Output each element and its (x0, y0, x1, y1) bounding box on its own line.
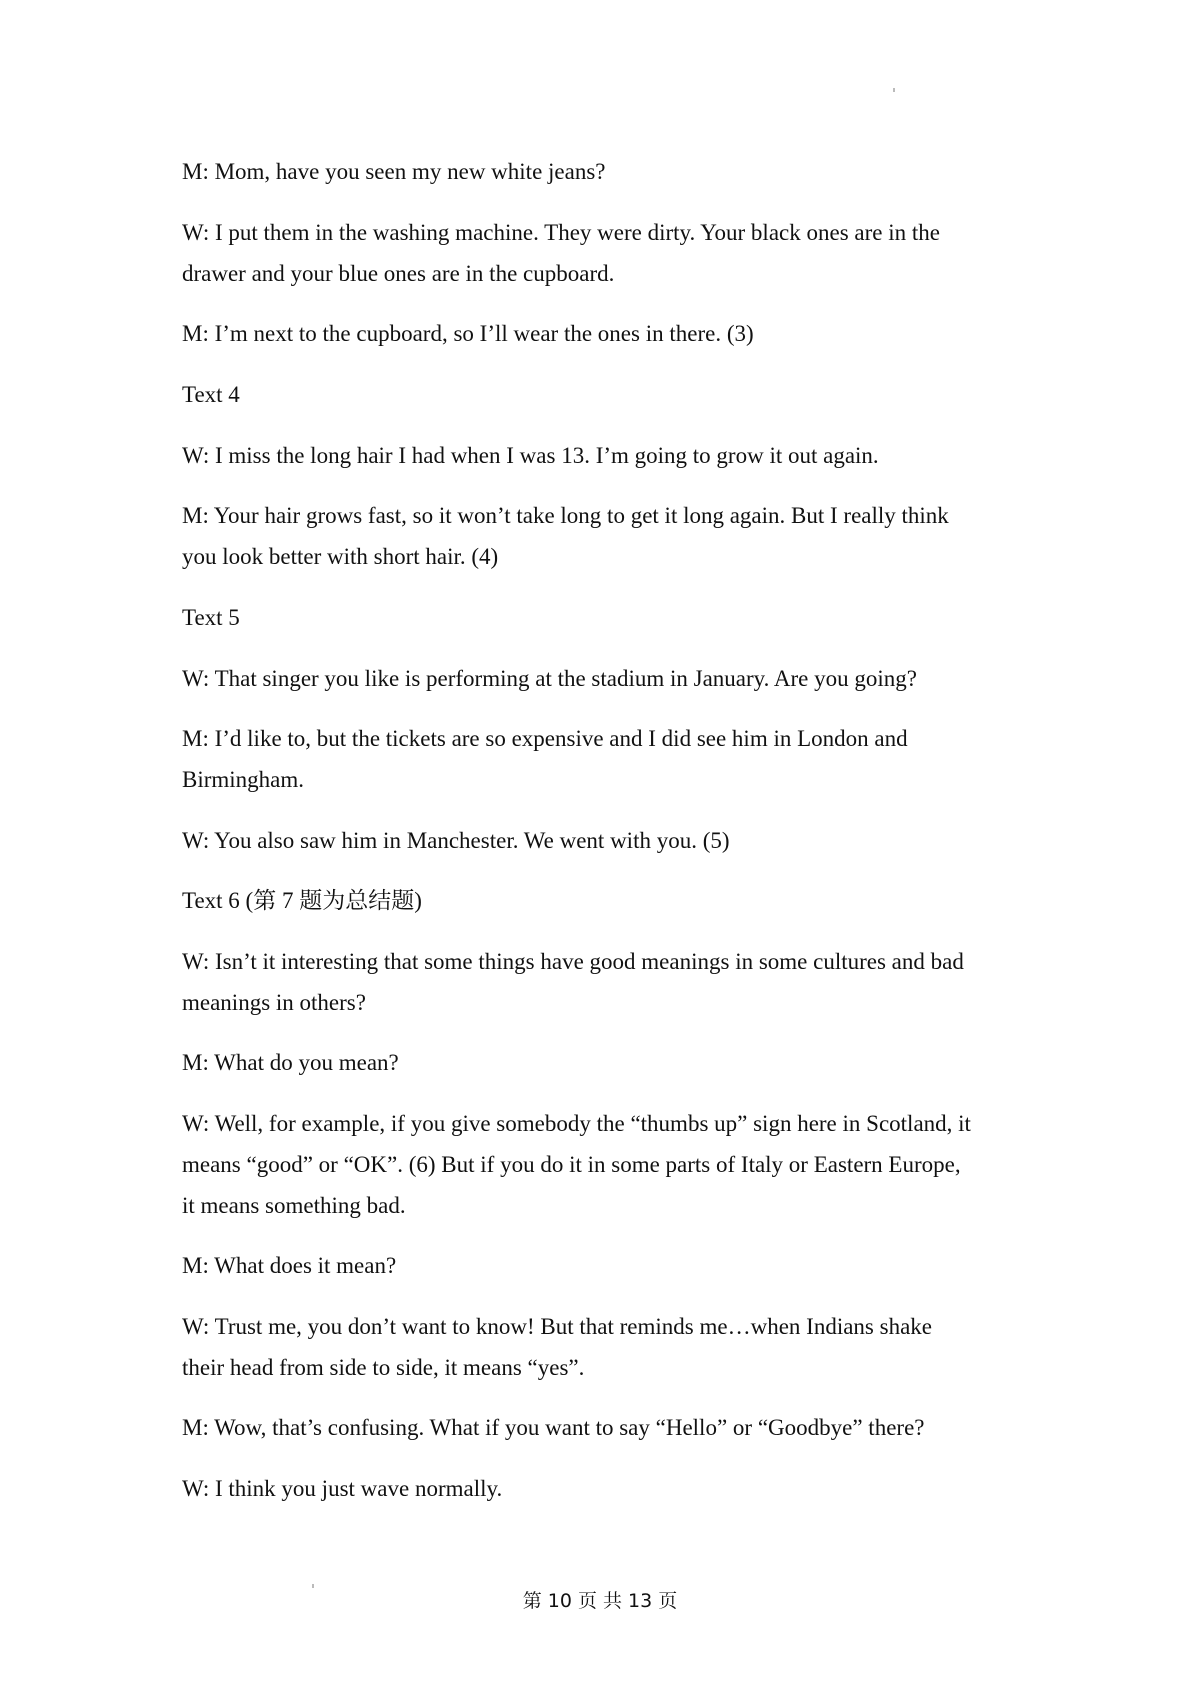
dialogue-line: you look better with short hair. (4) (182, 544, 499, 569)
dialogue-line: means “good” or “OK”. (6) But if you do it in some parts of Italy or Eastern Europe, (182, 1152, 961, 1177)
section-heading: Text 6 (第 7 题为总结题) (182, 888, 422, 913)
dialogue-line: meanings in others? (182, 990, 366, 1015)
dialogue-line: M: I’m next to the cupboard, so I’ll wear the ones in there. (3) (182, 321, 754, 346)
section-heading: Text 5 (182, 605, 240, 630)
dialogue-line: drawer and your blue ones are in the cupboard. (182, 261, 615, 286)
dialogue-line: W: Well, for example, if you give somebody the “thumbs up” sign here in Scotland, it (182, 1111, 971, 1136)
dialogue-line: W: Trust me, you don’t want to know! But that reminds me…when Indians shake (182, 1314, 932, 1339)
dialogue-line: M: I’d like to, but the tickets are so expensive and I did see him in London and (182, 726, 908, 751)
dialogue-line: their head from side to side, it means “yes”. (182, 1355, 585, 1380)
dialogue-line: M: What does it mean? (182, 1253, 397, 1278)
dialogue-line: M: Wow, that’s confusing. What if you want to say “Hello” or “Goodbye” there? (182, 1415, 925, 1440)
dialogue-line: W: You also saw him in Manchester. We went with you. (5) (182, 828, 730, 853)
scan-speck (312, 1584, 314, 1588)
dialogue-line: it means something bad. (182, 1193, 406, 1218)
page-footer: 第 10 页 共 13 页 (522, 1590, 678, 1612)
dialogue-line: W: That singer you like is performing at the stadium in January. Are you going? (182, 666, 917, 691)
dialogue-line: W: I miss the long hair I had when I was 13. I’m going to grow it out again. (182, 443, 879, 468)
dialogue-line: M: Mom, have you seen my new white jeans? (182, 159, 606, 184)
dialogue-line: W: I put them in the washing machine. They were dirty. Your black ones are in the (182, 220, 940, 245)
dialogue-line: W: Isn’t it interesting that some things have good meanings in some cultures and bad (182, 949, 964, 974)
dialogue-line: W: I think you just wave normally. (182, 1476, 503, 1501)
dialogue-line: M: Your hair grows fast, so it won’t take long to get it long again. But I really think (182, 503, 949, 528)
dialogue-line: M: What do you mean? (182, 1050, 399, 1075)
scan-speck (893, 88, 895, 92)
section-heading: Text 4 (182, 382, 240, 407)
dialogue-line: Birmingham. (182, 767, 305, 792)
